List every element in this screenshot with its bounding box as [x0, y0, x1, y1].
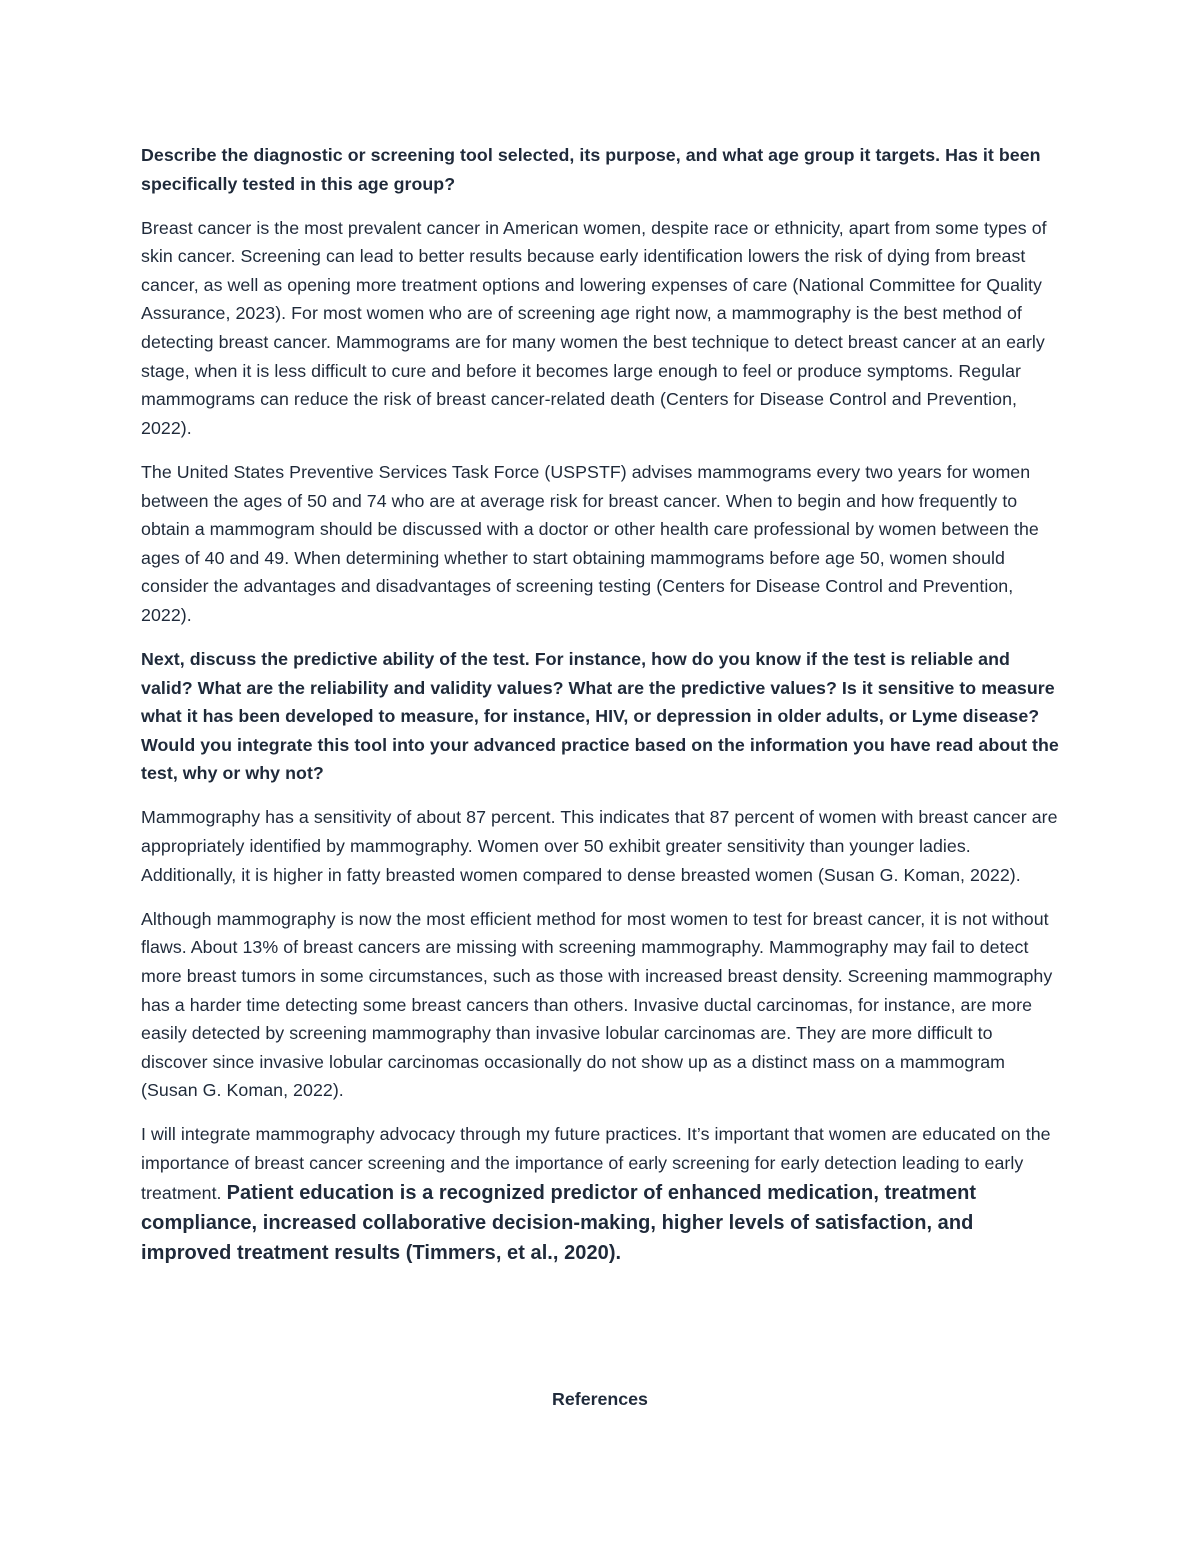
paragraph-1: Breast cancer is the most prevalent cancer in American women, despite race or ethnicity, apart from some types of skin cancer. Screening can lead to better results because early identification lowers the risk of dying from breast cancer, as well as opening more treatment options and lowering expenses of care (National Committee for Quality Assurance, 2023). For most women who are of screening age right now, a mammography is the best method of detecting breast cancer. Mammograms are for many women the best technique to detect breast cancer at an early stage, when it is less difficult to cure and before it becomes large enough to feel or produce symptoms. Regular mammograms can reduce the risk of breast cancer-related death (Centers for Disease Control and Prevention, 2022). [141, 217, 1047, 438]
paragraph-3: Mammography has a sensitivity of about 87 percent. This indicates that 87 percent of women with breast cancer are appropriately identified by mammography. Women over 50 exhibit greater sensitivity than younger ladies. Additionally, it is higher in fatty breasted women compared to dense breasted women (Susan G. Koman, 2022). [141, 807, 1058, 885]
paragraph-5-plain: I will integrate mammography advocacy through my future practices. It’s important that women are educated on the importance of breast cancer screening and the importance of early screening for early detection leading to early treatment. [141, 1124, 1051, 1203]
paragraph-4: Although mammography is now the most efficient method for most women to test for breast cancer, it is not without flaws. About 13% of breast cancers are missing with screening mammography. Mammography may fail to detect more breast tumors in some circumstances, such as those with increased breast density. Screening mammography has a harder time detecting some breast cancers than others. Invasive ductal carcinomas, for instance, are more easily detected by screening mammography than invasive lobular carcinomas are. They are more difficult to discover since invasive lobular carcinomas occasionally do not show up as a distinct mass on a mammogram (Susan G. Koman, 2022). [141, 908, 1053, 1101]
paragraph-5 [141, 1120, 1061, 1267]
paragraph-2: The United States Preventive Services Task Force (USPSTF) advises mammograms every two years for women between the ages of 50 and 74 who are at average risk for breast cancer. When to begin and how frequently to obtain a mammogram should be discussed with a doctor or other health care professional by women between the ages of 40 and 49. When determining whether to start obtaining mammograms before age 50, women should consider the advantages and disadvantages of screening testing (Centers for Disease Control and Prevention, 2022). [141, 461, 1039, 625]
paragraph-5-emphasis: Patient education is a recognized predictor of enhanced medication, treatment compliance, increased collaborative decision-making, higher levels of satisfaction, and improved treatment results (Timmers, et al., 2020). [141, 1181, 977, 1264]
question-2: Next, discuss the predictive ability of the test. For instance, how do you know if the test is reliable and valid? What are the reliability and validity values? What are the predictive values? Is it sensitive to measure what it has been developed to measure, for instance, HIV, or depression in older adults, or Lyme disease? Would you integrate this tool into your advanced practice based on the information you have read about the test, why or why not? [141, 649, 1059, 784]
question-1: Describe the diagnostic or screening tool selected, its purpose, and what age group it targets. Has it been specifically tested in this age group? [141, 145, 1041, 194]
document-body [141, 141, 1061, 1283]
references-heading: References [552, 1389, 648, 1409]
